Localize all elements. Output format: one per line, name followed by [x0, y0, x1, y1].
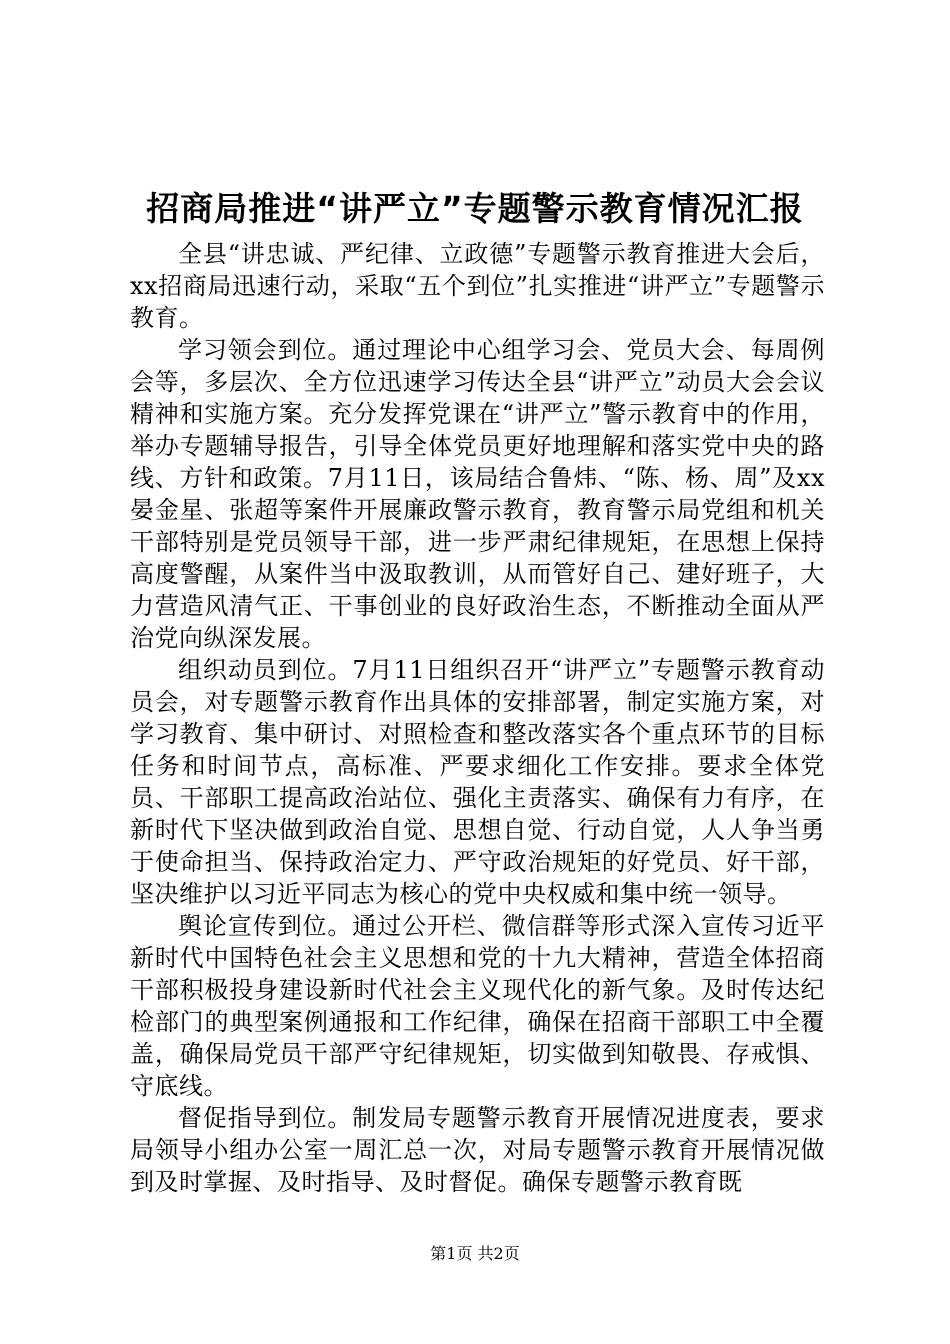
paragraph-study: 学习领会到位。通过理论中心组学习会、党员大会、每周例会等，多层次、全方位迅速学习传达全县“讲严立”动员大会会议精神和实施方案。充分发挥党课在“讲严立”警示教育中的作用，举办专题辅导报告，引导全体党员更好地理解和落实党中央的路线、方针和政策。7月11日，该局结合鲁炜、“陈、杨、周”及xx晏金星、张超等案件开展廉政警示教育，教育警示局党组和机关干部特别是党员领导干部，进一步严肃纪律规矩，在思想上保持高度警醒，从案件当中汲取教训，从而管好自己、建好班子，大力营造风清气正、干事创业的良好政治生态，不断推动全面从严治党向纵深发展。: [130, 336, 825, 652]
paragraph-supervision: 督促指导到位。制发局专题警示教育开展情况进度表，要求局领导小组办公室一周汇总一次，对局专题警示教育开展情况做到及时掌握、及时指导、及时督促。确保专题警示教育既: [130, 1104, 825, 1196]
paragraph-mobilization: 组织动员到位。7月11日组织召开“讲严立”专题警示教育动员会，对专题警示教育作出具体的安排部署，制定实施方案，对学习教育、集中研讨、对照检查和整改落实各个重点环节的目标任务和时间节点，高标准、严要求细化工作安排。要求全体党员、干部职工提高政治站位、强化主责落实、确保有力有序，在新时代下坚决做到政治自觉、思想自觉、行动自觉，人人争当勇于使命担当、保持政治定力、严守政治规矩的好党员、好干部，坚决维护以习近平同志为核心的党中央权威和集中统一领导。: [130, 656, 825, 908]
document-title: 招商局推进“讲严立”专题警示教育情况汇报: [146, 189, 804, 228]
page-number-footer: 第1页 共2页: [430, 1244, 520, 1263]
document-body: [130, 238, 825, 1198]
paragraph-publicity: 舆论宣传到位。通过公开栏、微信群等形式深入宣传习近平新时代中国特色社会主义思想和党的十九大精神，营造全体招商干部积极投身建设新时代社会主义现代化的新气象。及时传达纪检部门的典型案例通报和工作纪律，确保在招商干部职工中全覆盖，确保局党员干部严守纪律规矩，切实做到知敬畏、存戒惧、守底线。: [130, 912, 825, 1100]
paragraph-intro: 全县“讲忠诚、严纪律、立政德”专题警示教育推进大会后，xx招商局迅速行动，采取“五个到位”扎实推进“讲严立”专题警示教育。: [130, 240, 825, 332]
